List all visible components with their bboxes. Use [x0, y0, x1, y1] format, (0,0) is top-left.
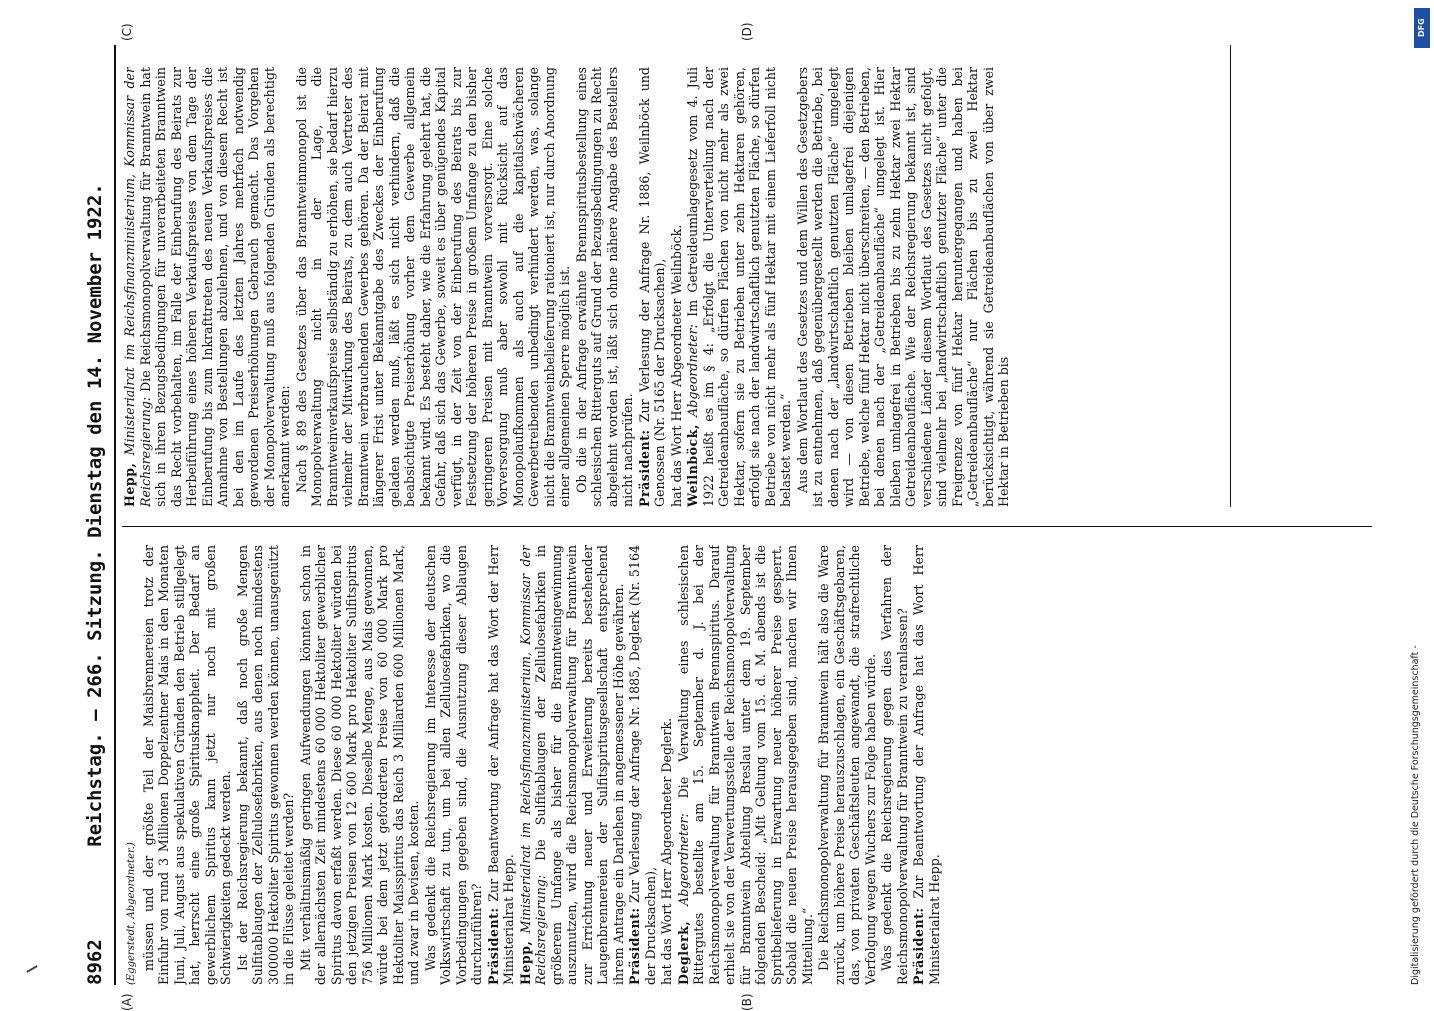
paragraph: Aus dem Wortlaut des Gesetzes und dem Willen des Gesetzgebers ist zu entnehmen, daß gegenübergestellt werden die Betriebe, bei denen nach der „landwirtschaftlich genutzten Fläche“ umgelegt wird — von diesen Betrieben bleiben umlagefrei diejenigen Betriebe, welche fünf Hektar nicht überschreiten, — den Betrieben, bei denen nach der „Getreideanbaufläche“ umgelegt ist. Hier bleiben umlagefrei in Betrieben bis zu zehn Hektar zwei Hektar Getreideanbaufläche. Wie der Reichsregierung bekannt ist, sind verschiedene Länder diesem Wortlaut des Gesetzes nicht gefolgt, sind vielmehr bei „landwirtschaftlich genutzter Fläche“ unter die Freigrenze von fünf Hektar heruntergegangen und haben bei „Getreideanbaufläche“ nur Flächen bis zu zwei Hektar berücksichtigt, während sie Getreideanbauflächen von über zwei Hektar in Betrieben bis — [794, 67, 1011, 507]
speaker-name: Präsident: — [911, 907, 926, 985]
header-title: Reichstag. — 266. Sitzung. Dienstag den 14. November 1922. — [84, 183, 106, 847]
speaker-name: Präsident: — [627, 907, 642, 985]
paragraph: Ob die in der Anfrage erwähnte Brennspiritusbestellung eines schlesischen Ritterguts auf Grund der Bezugsbedingungen zu Recht abgelehnt worden ist, läßt sich ohne nähere Angabe des Bestellers nicht nachprüfen. — [573, 67, 635, 507]
speech-president: Präsident: Zur Beantwortung der Anfrage hat das Wort der Herr Ministerialrat Hepp. — [485, 545, 516, 985]
speaker-name: Deglerk, — [675, 920, 691, 985]
margin-letter-a: (A) — [120, 993, 134, 1011]
page-header — [80, 45, 116, 985]
paragraph: Was gedenkt die Reichsregierung im Interesse der deutschen Volkswirtschaft zu tun, um bei allen Zellulosefabriken, wo die Vorbedingungen gegeben sind, die Ausnutzung dieser Ablaugen durchzuführen? — [422, 545, 484, 985]
paragraph: müssen und der größte Teil der Maisbrennereien trotz der Einfuhr von rund 3 Millionen Doppelzentner Mais in den Monaten Juni, Juli, August aus spekulativen Gründen den Betrieb stillgelegt hat, herrscht eine große Spiritusknappheit. Der Bedarf an gewerblichem Spiritus kann jetzt nur noch mit großen Schwierigkeiten gedeckt werden. — [140, 545, 233, 985]
speaker-name: Hepp, — [122, 462, 137, 507]
scan-mark — [26, 965, 37, 973]
paragraph: hat das Wort Herr Abgeordneter Deglerk. — [659, 717, 674, 985]
margin-letter-b: (B) — [740, 993, 754, 1011]
left-column — [122, 545, 1212, 985]
speech-deglerk: Deglerk, Abgeordneter: Die Verwaltung eines schlesischen Rittergutes bestellte am 15. September d. J. bei der Reichsmonopolverwaltung für Branntwein Brennspiritus. Darauf erhielt sie von der Verwertungsstelle der Reichsmonopolverwaltung für Branntwein Abteilung Breslau unter dem 19. September folgenden Bescheid: „Mit Geltung vom 15. d. M. abends ist die Spritbelieferung in Erwartung neuer höherer Preise gesperrt. Sobald die neuen Preise herausgegeben sind, machen wir Ihnen Mitteilung.“ — [675, 545, 815, 985]
rotated-page — [80, 22, 1370, 1011]
dfg-logo: DFG — [1414, 8, 1430, 48]
paragraph: Mit verhältnismäßig geringen Aufwendungen könnten schon in der allernächsten Zeit mindestens 60 000 Hektoliter gewerblicher Spiritus davon erfaßt werden. Diese 60 000 Hektoliter würden bei den jetzigen Preisen von 12 600 Mark pro Hektoliter Sulfitspiritus 756 Millionen Mark kosten. Dieselbe Menge, aus Mais gewonnen, würde bei dem jetzt geforderten Preise von 60 000 Mark pro Hektoliter Maisspiritus das Reich 3 Milliarden 600 Millionen Mark, und zwar in Devisen, kosten. — [297, 545, 421, 985]
page-number: 8962 — [84, 939, 106, 985]
speaker-name: Hepp, — [517, 940, 533, 985]
speaker-role: Ministerialrat im Reichsfinanzministerium, Kommissar der Reichsregierung: — [517, 545, 548, 985]
speech-weilnboeck: Weilnböck, Abgeordneter: Im Getreideumlagegesetz vom 4. Juli 1922 heißt es im § 4: „Erfolgt die Unterverteilung nach der Getreideanbaufläche, so dürfen Flächen von nicht mehr als zwei Hektar, sofern sie zu Betrieben unter zehn Hektaren gehören, erfolgt sie nach der landwirtschaftlich genutzten Fläche, so dürfen Betriebe von nicht mehr als fünf Hektar mit einem Lieferfoll nicht belastet werden.“ — [685, 67, 793, 507]
speech-president: Präsident: Zur Verlesung der Anfrage Nr. 1886, Weilnböck und Genossen (Nr. 5165 der Drucksachen), — [636, 67, 667, 507]
speaker-name: Präsident: — [485, 907, 501, 985]
column-divider — [122, 526, 1372, 527]
margin-letter-c: (C) — [120, 23, 134, 41]
paragraph: hat das Wort Herr Abgeordneter Weilnböck. — [668, 224, 684, 507]
speech-president: Präsident: Zur Verlesung der Anfrage Nr. 1885, Deglerk (Nr. 5164 der Drucksachen), — [627, 545, 658, 985]
credit-text: Digitalisierung gefördert durch die Deutsche Forschungsgemeinschaft - — [1410, 645, 1421, 985]
speech-hepp: Hepp, Ministerialrat im Reichsfinanzministerium, Kommissar der Reichsregierung: Die Sulfitablaugen der Zellulosefabriken in größerem Umfange als bisher für die Branntweingewinnung auszunutzen, wird die Reichsmonopolverwaltung für Branntwein zur Errichtung neuer und Erweiterung bereits bestehender Laugenbrennereien der Sulfitspiritusgesellschaft entsprechend ihrem Antrage ein Darlehen in angemessener Höhe gewähren. — [517, 545, 626, 985]
paragraph: Ist der Reichsregierung bekannt, daß noch große Mengen Sulfitablaugen der Zellulosefabriken, aus denen noch mindestens 300000 Hektoliter Spiritus gewonnen werden können, unausgenützt in die Flüsse geleitet werden? — [234, 545, 296, 985]
speech-president: Präsident: Zur Beantwortung der Anfrage hat das Wort Herr Ministerialrat Hepp. — [911, 545, 942, 985]
paragraph: Nach § 89 des Gesetzes über das Branntweinmonopol ist die Monopolverwaltung nicht in der Lage, die Branntweinverkaufspreise selbständig zu erhöhen, sie bedarf hierzu vielmehr der Mitwirkung des Beirats, zu dem auch Vertreter des Branntwein verbrauchenden Gewerbes gehören. Da der Beirat mit längerer Frist unter Bekanntgabe des Zweckes der Einberufung geladen werden muß, läßt es sich nicht verhindern, daß die beabsichtigte Preiserhöhung vorher dem Gewerbe allgemein bekannt wird. Es besteht daher, wie die Erfahrung gelehrt hat, die Gefahr, daß sich das Gewerbe, soweit es über genügendes Kapital verfügt, in der Zeit von der Einberufung des Beirats bis zur Festsetzung der höheren Preise in großem Umfange zu den bisher geringeren Preisen mit Branntwein vorversorgt. Eine solche Vorversorgung muß aber sowohl mit Rücksicht auf das Monopolaufkommen als auch auf die kapitalschwächeren Gewerbetreibenden unbedingt verhindert werden, was, solange nicht die Branntweinbelieferung rationiert ist, nur durch Anordnung einer allgemeinen Sperre möglich ist. — [293, 67, 572, 507]
right-column — [122, 67, 1212, 507]
speaker-name: Präsident: — [636, 429, 652, 507]
speaker-role: Ministerialrat im Reichsfinanzministerium, Kommissar der Reichsregierung: — [122, 67, 153, 507]
paragraph: Was gedenkt die Reichsregierung gegen dies Verfahren der Reichsmonopolverwaltung für Branntwein zu veranlassen? — [879, 545, 910, 985]
speech-hepp: Hepp, Ministerialrat im Reichsfinanzministerium, Kommissar der Reichsregierung: Die Reichsmonopolverwaltung für Branntwein hat sich in ihren Bezugsbedingungen für unverarbeiteten Branntwein das Recht vorbehalten, im Falle der Einberufung des Beirats zur Herbeiführung eines höheren Verkaufspreises von dem Tage der Einberufung bis zum Inkrafttreten des neuen Verkaufspreises die Annahme von Bestellungen abzulehnen, und von diesem Recht ist bei den im Laufe des letzten Jahres mehrfach notwendig gewordenen Preiserhöhungen Gebrauch gemacht. Das Vorgehen der Monopolverwaltung muß aus folgenden Gründen als berechtigt anerkannt werden: — [122, 67, 292, 507]
speaker-role: Abgeordneter: — [685, 324, 700, 417]
column-bottom-rule — [1230, 45, 1231, 507]
speaker-role: Abgeordneter: — [675, 813, 691, 906]
speaker-continuation: (Eggerstedt, Abgeordneter.) — [126, 842, 137, 985]
speaker-name: Weilnböck, — [685, 424, 700, 507]
digitization-credit — [1410, 10, 1432, 990]
paragraph: Die Reichsmonopolverwaltung für Branntwein hält also die Ware zurück, um höhere Preise herauszuschlagen, ein Geschäftsgebaren, das, von privaten Geschäftsleuten angewandt, die strafrechtliche Verfolgung wegen Wuchers zur Folge haben würde. — [816, 545, 878, 985]
margin-letter-d: (D) — [740, 22, 754, 41]
